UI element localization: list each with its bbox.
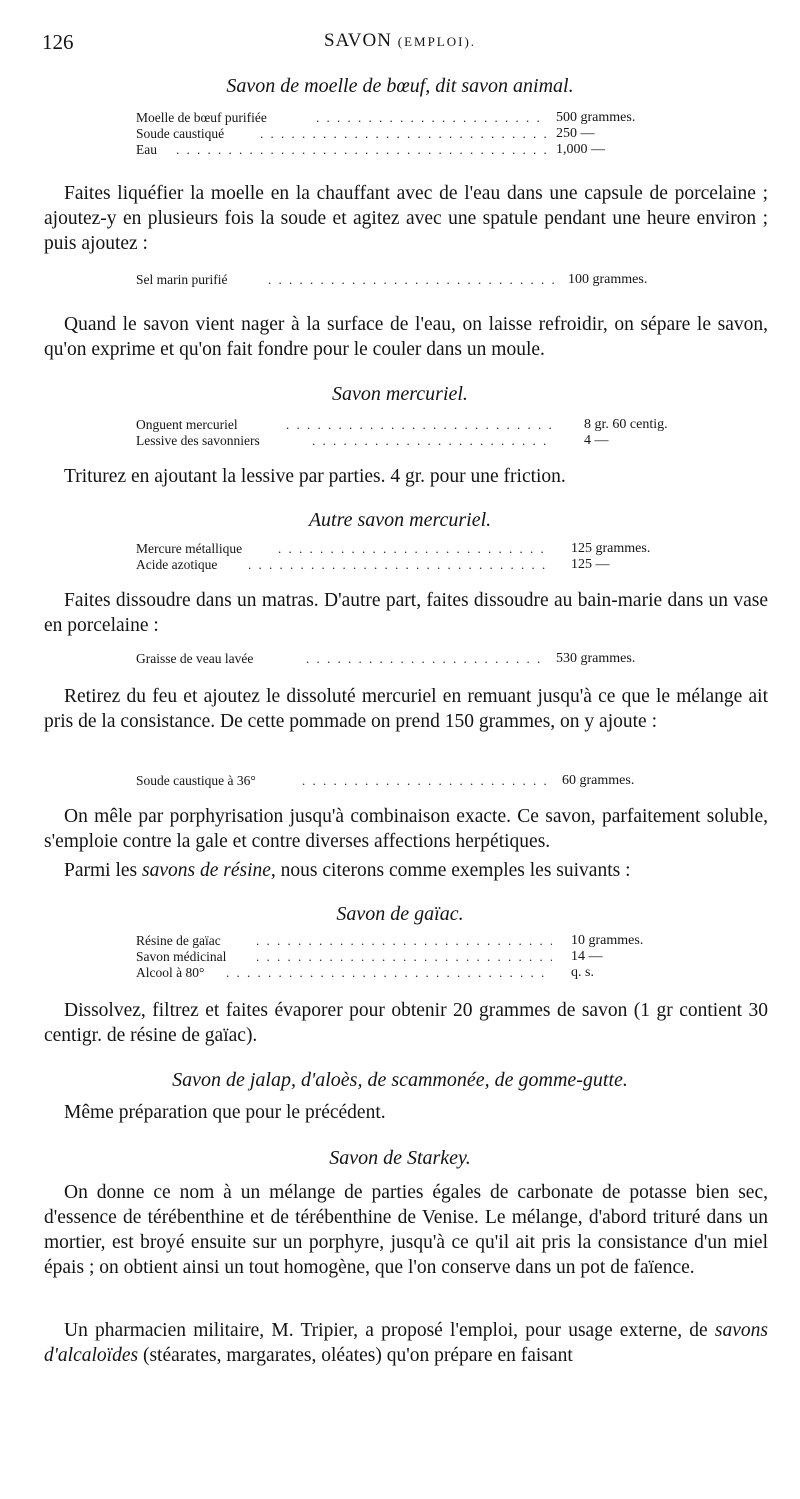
leader-dots (302, 773, 552, 789)
paragraph: Même préparation que pour le précédent. (64, 1102, 386, 1123)
leader-dots (256, 949, 552, 965)
ingredient-qty: 250 — (556, 126, 595, 141)
section-title-jalap: Savon de jalap, d'aloès, de scammonée, de gomme-gutte. (172, 1069, 628, 1091)
recipe-line (136, 933, 696, 949)
recipe-line (136, 541, 696, 557)
ingredient-name: Acide azotique (136, 557, 218, 572)
recipe-line (136, 773, 696, 789)
paragraph: On mêle par porphyrisation jusqu'à combinaison exacte. Ce savon, parfaitement soluble, s'emploie contre la gale et contre diverses affections herpétiques. (44, 806, 768, 852)
section-title-autre-mercuriel: Autre savon mercuriel. (308, 509, 492, 531)
paragraph: Retirez du feu et ajoutez le dissoluté mercuriel en remuant jusqu'à ce que le mélange ait pris de la consistance. De cette pommade on prend 150 grammes, on y ajoute : (44, 686, 768, 732)
recipe-moelle (136, 110, 696, 158)
ingredient-name: Lessive des savonniers (136, 433, 260, 448)
ingredient-name: Résine de gaïac (136, 933, 221, 948)
ingredient-qty: 14 — (571, 949, 603, 964)
section-title-mercuriel: Savon mercuriel. (332, 383, 468, 405)
ingredient-name: Graisse de veau lavée (136, 651, 254, 666)
ingredient-name: Soude caustiqué (136, 126, 225, 141)
recipe-line (136, 142, 696, 158)
ingredient-qty: 125 grammes. (571, 541, 651, 556)
section-title-starkey: Savon de Starkey. (329, 1147, 471, 1169)
paragraph: Un pharmacien militaire, M. Tripier, a proposé l'emploi, pour usage externe, de savons d'alcaloïdes (stéarates, margarates, oléates) qu'on prépare en faisant (44, 1320, 768, 1366)
paragraph: Faites liquéfier la moelle en la chauffant avec de l'eau dans une capsule de porcelaine ; ajoutez-y en plusieurs fois la soude et agitez avec une spatule pendant une heure environ ; puis ajoutez : (44, 183, 768, 254)
recipe-line (136, 417, 696, 433)
ingredient-name: Eau (136, 142, 157, 157)
running-title-main: SAVON (323, 30, 392, 51)
leader-dots (248, 557, 548, 573)
ingredient-name: Alcool à 80° (136, 965, 205, 980)
recipe-line (136, 949, 696, 965)
leader-dots (176, 142, 548, 158)
ingredient-qty: 100 grammes. (568, 272, 648, 287)
paragraph: On donne ce nom à un mélange de parties égales de carbonate de potasse bien sec, d'essence de térébenthine et de térébenthine de Venise. Le mélange, d'abord trituré dans un mortier, est broyé ensuite sur un porphyre, jusqu'à ce qu'il ait pris la consistance d'un miel épais ; on obtient ainsi un tout homogène, que l'on conserve dans un pot de faïence. (44, 1182, 768, 1278)
ingredient-qty: 4 — (584, 433, 609, 448)
running-title (40, 30, 760, 52)
leader-dots (268, 272, 556, 288)
leader-dots (278, 541, 548, 557)
ingredient-qty: q. s. (571, 965, 594, 980)
leader-dots (260, 126, 548, 142)
leader-dots (306, 651, 546, 667)
recipe-line (136, 272, 696, 288)
ingredient-qty: 125 — (571, 557, 610, 572)
ingredient-name: Sel marin purifié (136, 272, 228, 287)
ingredient-name: Onguent mercuriel (136, 417, 238, 432)
page-header (40, 30, 760, 60)
ingredient-name: Moelle de bœuf purifiée (136, 110, 267, 125)
recipe-line (136, 965, 696, 981)
leader-dots (316, 110, 548, 126)
ingredient-name: Soude caustique à 36° (136, 773, 256, 788)
ingredient-qty: 1,000 — (556, 142, 605, 157)
section-title-gaiac: Savon de gaïac. (336, 903, 464, 925)
paragraph: Triturez en ajoutant la lessive par parties. 4 gr. pour une friction. (64, 466, 566, 487)
recipe-line (136, 110, 696, 126)
recipe-gaiac (136, 933, 696, 981)
section-title-moelle: Savon de moelle de bœuf, dit savon animal. (226, 75, 574, 97)
leader-dots (312, 433, 552, 449)
recipe-soude (136, 773, 696, 789)
recipe-line (136, 651, 696, 667)
paragraph: Faites dissoudre dans un matras. D'autre part, faites dissoudre au bain-marie dans un vase en porcelaine : (44, 590, 768, 636)
recipe-line (136, 126, 696, 142)
ingredient-qty: 8 gr. 60 centig. (584, 417, 668, 432)
ingredient-qty: 60 grammes. (562, 773, 635, 788)
leader-dots (256, 933, 552, 949)
ingredient-name: Mercure métallique (136, 541, 243, 556)
leader-dots (286, 417, 551, 433)
paragraph: Dissolvez, filtrez et faites évaporer pour obtenir 20 grammes de savon (1 gr contient 30 centigr. de résine de gaïac). (44, 1000, 768, 1046)
recipe-graisse (136, 651, 696, 667)
recipe-mercuriel (136, 417, 696, 449)
ingredient-qty: 530 grammes. (556, 651, 636, 666)
ingredient-name: Savon médicinal (136, 949, 227, 964)
recipe-sel (136, 272, 696, 288)
paragraph: Parmi les savons de résine, nous citerons comme exemples les suivants : (64, 860, 631, 881)
recipe-line (136, 433, 696, 449)
running-title-sub: (EMPLOI). (397, 34, 477, 49)
recipe-autre-mercuriel (136, 541, 696, 573)
page-number: 126 (42, 30, 74, 54)
ingredient-qty: 500 grammes. (556, 110, 636, 125)
leader-dots (226, 965, 552, 981)
ingredient-qty: 10 grammes. (571, 933, 644, 948)
paragraph: Quand le savon vient nager à la surface de l'eau, on laisse refroidir, on sépare le savon, qu'on exprime et qu'on fait fondre pour le couler dans un moule. (44, 314, 768, 360)
recipe-line (136, 557, 696, 573)
